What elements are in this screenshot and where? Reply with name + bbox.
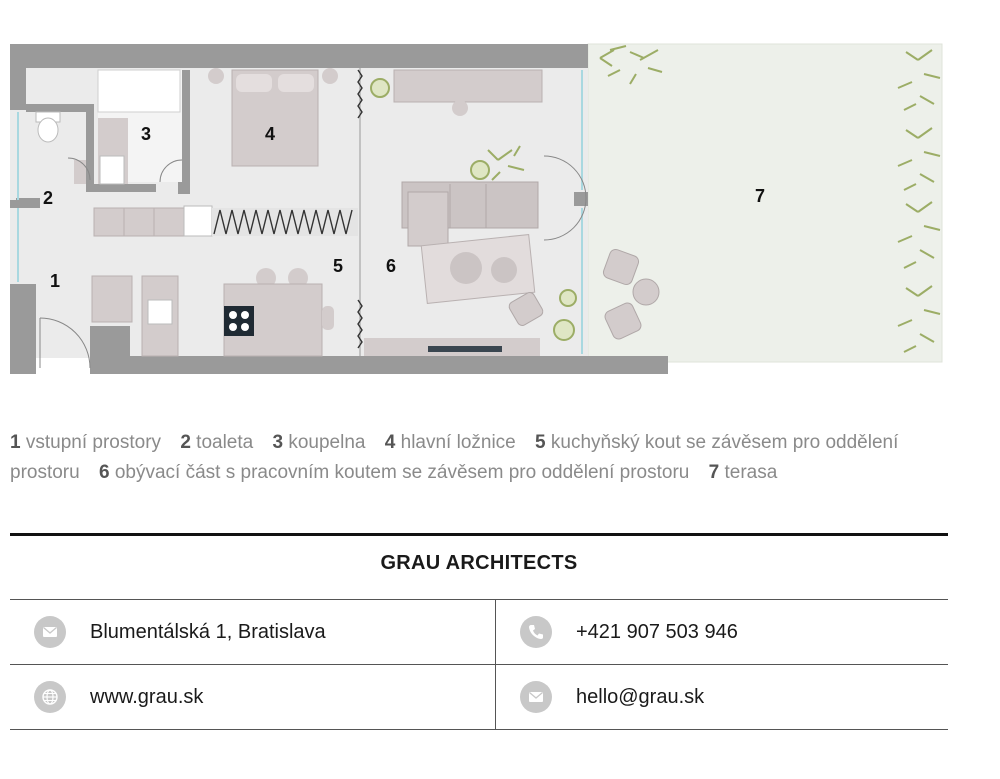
room-legend xyxy=(10,428,950,488)
company-name: GRAU ARCHITECTS xyxy=(380,552,578,574)
room-label-1: 1 xyxy=(50,271,61,291)
address-cell xyxy=(10,600,495,664)
bathroom-sink xyxy=(100,156,124,184)
legend-item-6: 6 obývací část s pracovním koutem se závěsem pro oddělení prostoru xyxy=(98,462,690,483)
envelope-icon xyxy=(34,616,66,648)
room-label-4: 4 xyxy=(265,124,276,144)
room-label-2: 2 xyxy=(43,188,54,208)
room-label-5: 5 xyxy=(333,256,344,276)
wardrobe xyxy=(94,206,358,236)
website-link[interactable]: www.grau.sk xyxy=(90,685,204,708)
legend-item-2: 2 toaleta xyxy=(180,432,254,453)
room-label-7: 7 xyxy=(755,186,766,206)
legend-item-5: 5 kuchyňský kout se závěsem pro oddělení prostoru xyxy=(10,432,899,483)
tv xyxy=(428,346,502,352)
toilet xyxy=(38,118,58,142)
cooktop xyxy=(224,306,254,336)
legend-item-3: 3 koupelna xyxy=(272,432,366,453)
room-label-3: 3 xyxy=(141,124,152,144)
legend-item-7: 7 terasa xyxy=(708,462,778,483)
legend-item-4: 4 hlavní ložnice xyxy=(384,432,516,453)
divider xyxy=(10,729,948,730)
divider-thick xyxy=(10,533,948,536)
bathtub xyxy=(98,70,180,112)
email-cell xyxy=(496,665,948,729)
legend-item-1: 1 vstupní prostory xyxy=(10,432,162,453)
phone-text[interactable]: +421 907 503 946 xyxy=(576,620,738,643)
address-text: Blumentálská 1, Bratislava xyxy=(90,620,326,643)
envelope-icon xyxy=(520,681,552,713)
phone-icon xyxy=(520,616,552,648)
globe-icon xyxy=(34,681,66,713)
web-cell xyxy=(10,665,495,729)
phone-cell xyxy=(496,600,948,664)
email-link[interactable]: hello@grau.sk xyxy=(576,685,705,708)
room-label-6: 6 xyxy=(386,256,397,276)
